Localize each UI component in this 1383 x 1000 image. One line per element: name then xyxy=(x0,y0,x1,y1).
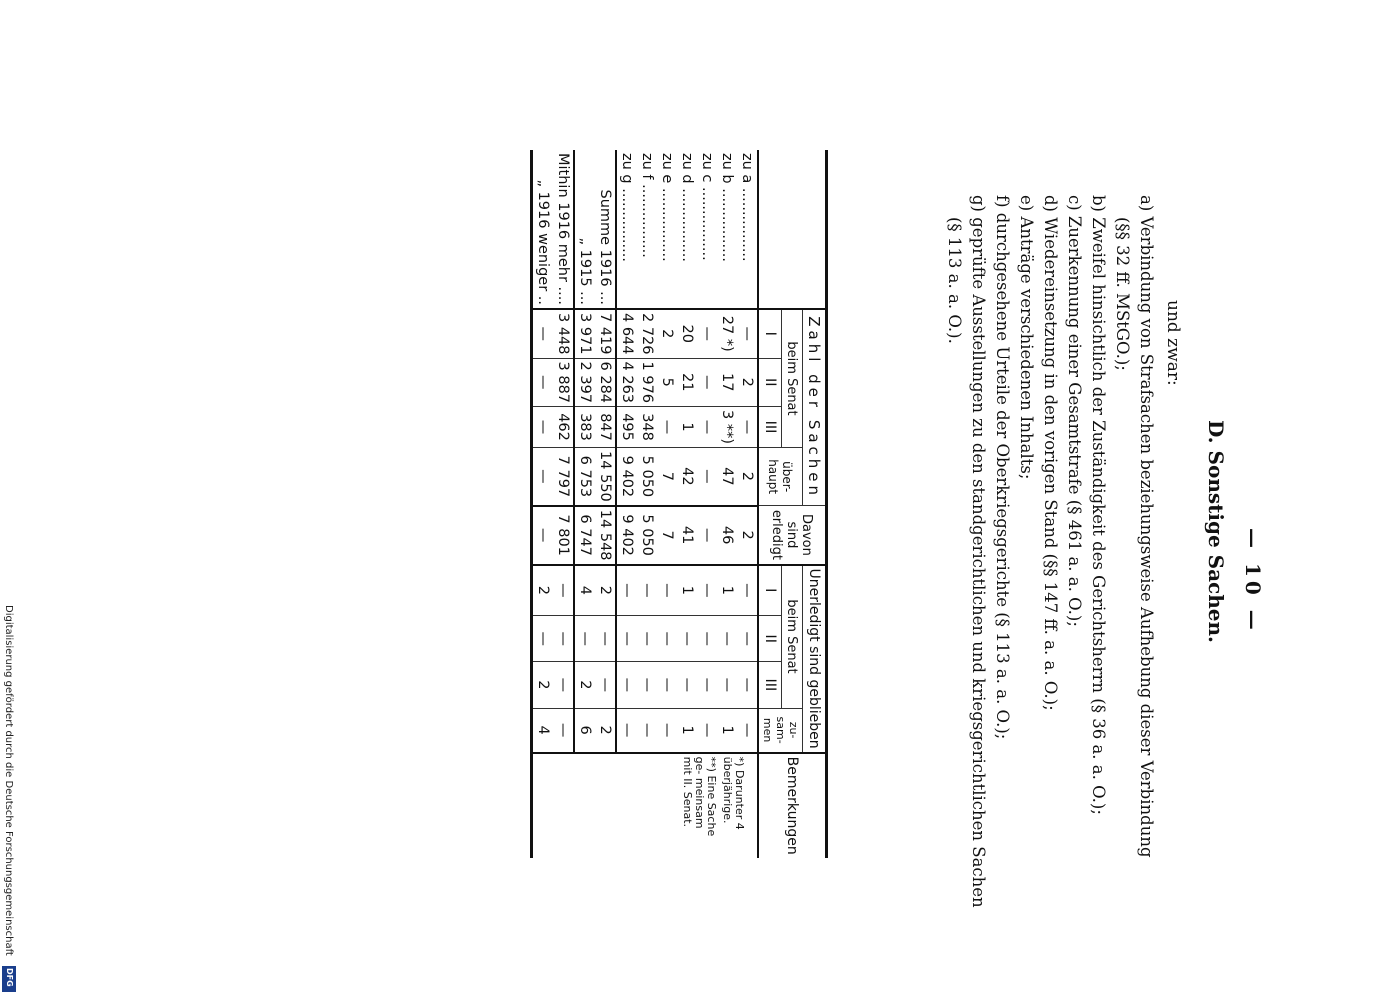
header-label-col xyxy=(758,150,827,309)
table-row xyxy=(637,150,657,858)
cell: 2 397 xyxy=(574,358,595,407)
cell: — xyxy=(595,662,616,708)
cell: — xyxy=(574,616,595,662)
row-label: Summe 1916 ... xyxy=(595,150,616,309)
cell: — xyxy=(532,407,554,448)
cell: — xyxy=(657,407,677,448)
row-label: zu d ................ xyxy=(677,150,697,309)
cell: — xyxy=(637,662,657,708)
item-e: e) Anträge verschiedenen Inhalts; xyxy=(1017,195,1036,480)
cell: — xyxy=(637,565,657,616)
cell: 6 747 xyxy=(574,506,595,565)
cell: — xyxy=(737,407,758,448)
cell: 2 xyxy=(657,309,677,358)
cell: 5 xyxy=(657,358,677,407)
item-b: b) Zweifel hinsichtlich der Zuständigkeit des Gerichtsherrn (§ 36 a. a. O.); xyxy=(1089,195,1108,815)
table-body xyxy=(532,150,759,858)
cell: 5 050 xyxy=(637,506,657,565)
cell: 9 402 xyxy=(616,506,637,565)
cell: 1 xyxy=(677,407,697,448)
cell: — xyxy=(616,662,637,708)
cell: — xyxy=(697,309,717,358)
item-c: c) Zuerkennung einer Gesamtstrafe (§ 461 a. a. O.); xyxy=(1065,195,1084,627)
cell: 383 xyxy=(574,407,595,448)
header-davon: Davon xyxy=(799,513,815,556)
header-u-senat-III: III xyxy=(758,662,781,708)
cell: — xyxy=(737,662,758,708)
cell: 7 xyxy=(657,448,677,506)
cell: — xyxy=(657,565,677,616)
cell: — xyxy=(616,708,637,753)
cell: 1 xyxy=(677,565,697,616)
cell: 2 xyxy=(595,565,616,616)
cell: — xyxy=(737,309,758,358)
cell: 17 xyxy=(717,358,737,407)
cell: 46 xyxy=(717,506,737,565)
cell: — xyxy=(532,358,554,407)
header-beim-senat: beim Senat xyxy=(781,309,802,448)
item-g-cont: (§ 113 a. a. O.). xyxy=(945,217,964,344)
cell: 14 548 xyxy=(595,506,616,565)
header-u-senat-I: I xyxy=(758,565,781,616)
cell: 2 xyxy=(532,662,554,708)
cell: — xyxy=(595,616,616,662)
cell: 2 xyxy=(595,708,616,753)
cell: — xyxy=(697,708,717,753)
cell: 42 xyxy=(677,448,697,506)
table-row xyxy=(574,150,595,858)
digitization-credit xyxy=(0,605,18,1000)
cell: — xyxy=(532,506,554,565)
cell: — xyxy=(737,708,758,753)
row-label: zu e ................ xyxy=(657,150,677,309)
cell: 2 xyxy=(532,565,554,616)
cell: — xyxy=(677,616,697,662)
table-row xyxy=(737,150,758,858)
credit-text: Digitalisierung gefördert durch die Deutsche Forschungsgemeinschaft xyxy=(3,605,14,956)
row-label: zu g ................ xyxy=(616,150,637,309)
cell: 4 644 xyxy=(616,309,637,358)
cell: 7 xyxy=(657,506,677,565)
cell: — xyxy=(637,616,657,662)
cell: — xyxy=(737,565,758,616)
item-list xyxy=(942,195,1158,995)
cell: — xyxy=(532,309,554,358)
dfg-logo xyxy=(2,966,16,992)
header-senat-I: I xyxy=(758,309,781,358)
row-label: „ 1916 weniger .. xyxy=(532,150,554,309)
cell: — xyxy=(553,708,574,753)
cell: — xyxy=(616,565,637,616)
cell: — xyxy=(697,506,717,565)
cell: 5 050 xyxy=(637,448,657,506)
cell: 20 xyxy=(677,309,697,358)
cell: 2 xyxy=(737,448,758,506)
intro-text: und zwar: xyxy=(1163,300,1183,386)
cell: 6 xyxy=(574,708,595,753)
row-label: zu c ................ xyxy=(697,150,717,309)
cell: — xyxy=(657,616,677,662)
cell: — xyxy=(697,358,717,407)
cell: — xyxy=(532,616,554,662)
cell: 4 xyxy=(532,708,554,753)
table-row xyxy=(657,150,677,858)
header-zusammen: zu- sam- men xyxy=(758,708,803,753)
table-row xyxy=(595,150,616,858)
cell: 4 263 xyxy=(616,358,637,407)
cell: 21 xyxy=(677,358,697,407)
cell: — xyxy=(677,662,697,708)
header-erledigt-text: sind erledigt xyxy=(769,509,800,560)
row-label: zu a ................ xyxy=(737,150,758,309)
footnote-1: *) Darunter 4 überjährige. xyxy=(721,756,746,830)
table-row xyxy=(677,150,697,858)
cell: — xyxy=(616,616,637,662)
header-ueberhaupt: über- haupt xyxy=(758,448,803,506)
header-zahl: Zahl der Sachen xyxy=(803,309,827,506)
cell: — xyxy=(553,662,574,708)
cell: 9 402 xyxy=(616,448,637,506)
cell: — xyxy=(697,448,717,506)
cell: 348 xyxy=(637,407,657,448)
cell: 7 419 xyxy=(595,309,616,358)
cell: 3 **) xyxy=(717,407,737,448)
cell: 6 753 xyxy=(574,448,595,506)
cell: 462 xyxy=(553,407,574,448)
cell: 3 887 xyxy=(553,358,574,407)
row-label: „ 1915 ... xyxy=(574,150,595,309)
cell: 7 797 xyxy=(553,448,574,506)
header-unerledigt: Unerledigt sind geblieben xyxy=(803,565,827,753)
table-row xyxy=(532,150,554,858)
cell: — xyxy=(717,616,737,662)
header-senat-II: II xyxy=(758,358,781,407)
cell: 2 726 xyxy=(637,309,657,358)
cell: 495 xyxy=(616,407,637,448)
row-label: zu b ................ xyxy=(717,150,737,309)
header-bemerkungen: Bemerkungen xyxy=(784,756,800,855)
cell: 4 xyxy=(574,565,595,616)
cell: — xyxy=(657,662,677,708)
item-d: d) Wiedereinsetzung in den vorigen Stand (§§ 147 ff. a. a. O.); xyxy=(1041,195,1060,711)
cell: 41 xyxy=(677,506,697,565)
item-f: f) durchgesehene Urteile der Oberkriegsgerichte (§ 113 a. a. O.); xyxy=(993,195,1012,740)
table-row xyxy=(616,150,637,858)
cell: 2 xyxy=(737,358,758,407)
footnote-2: **) Eine Sache ge- meinsam mit II. Senat. xyxy=(681,756,718,837)
cell: — xyxy=(717,662,737,708)
cell: 3 971 xyxy=(574,309,595,358)
cell: 2 xyxy=(574,662,595,708)
cell: 847 xyxy=(595,407,616,448)
cell: — xyxy=(553,616,574,662)
cell: — xyxy=(553,565,574,616)
header-senat-III: III xyxy=(758,407,781,448)
cell: — xyxy=(697,407,717,448)
cell: 1 xyxy=(677,708,697,753)
cell: 1 xyxy=(717,565,737,616)
cell: 3 448 xyxy=(553,309,574,358)
dfg-logo-text: DFG xyxy=(5,968,14,987)
cell: — xyxy=(637,708,657,753)
cell: 47 xyxy=(717,448,737,506)
cell: — xyxy=(697,616,717,662)
cell: 1 xyxy=(717,708,737,753)
page-number: — 10 — xyxy=(1241,528,1265,634)
item-a-cont: (§§ 32 ff. MStGO.); xyxy=(1113,217,1132,371)
cell: — xyxy=(657,708,677,753)
cell: — xyxy=(532,448,554,506)
header-beim-senat-2: beim Senat xyxy=(781,565,802,709)
cell: 27 *) xyxy=(717,309,737,358)
table-row xyxy=(697,150,717,858)
cell: — xyxy=(697,565,717,616)
header-erledigt xyxy=(758,506,827,565)
cell: 6 284 xyxy=(595,358,616,407)
remarks-cell xyxy=(532,753,759,858)
item-a: a) Verbindung von Strafsachen beziehungsweise Aufhebung dieser Verbindung xyxy=(1137,195,1156,858)
section-title: D. Sonstige Sachen. xyxy=(1204,420,1228,643)
cell: — xyxy=(697,662,717,708)
cell: 1 976 xyxy=(637,358,657,407)
item-g: g) geprüfte Ausstellungen zu den standgerichtlichen und kriegsgerichtlichen Sachen xyxy=(969,195,988,908)
table-row xyxy=(717,150,737,858)
cell: — xyxy=(737,616,758,662)
header-u-senat-II: II xyxy=(758,616,781,662)
row-label: zu f ................ xyxy=(637,150,657,309)
row-label: Mithin 1916 mehr .... xyxy=(553,150,574,309)
cell: 14 550 xyxy=(595,448,616,506)
table-row xyxy=(553,150,574,858)
cell: 7 801 xyxy=(553,506,574,565)
statistics-table xyxy=(530,150,828,858)
cell: 2 xyxy=(737,506,758,565)
